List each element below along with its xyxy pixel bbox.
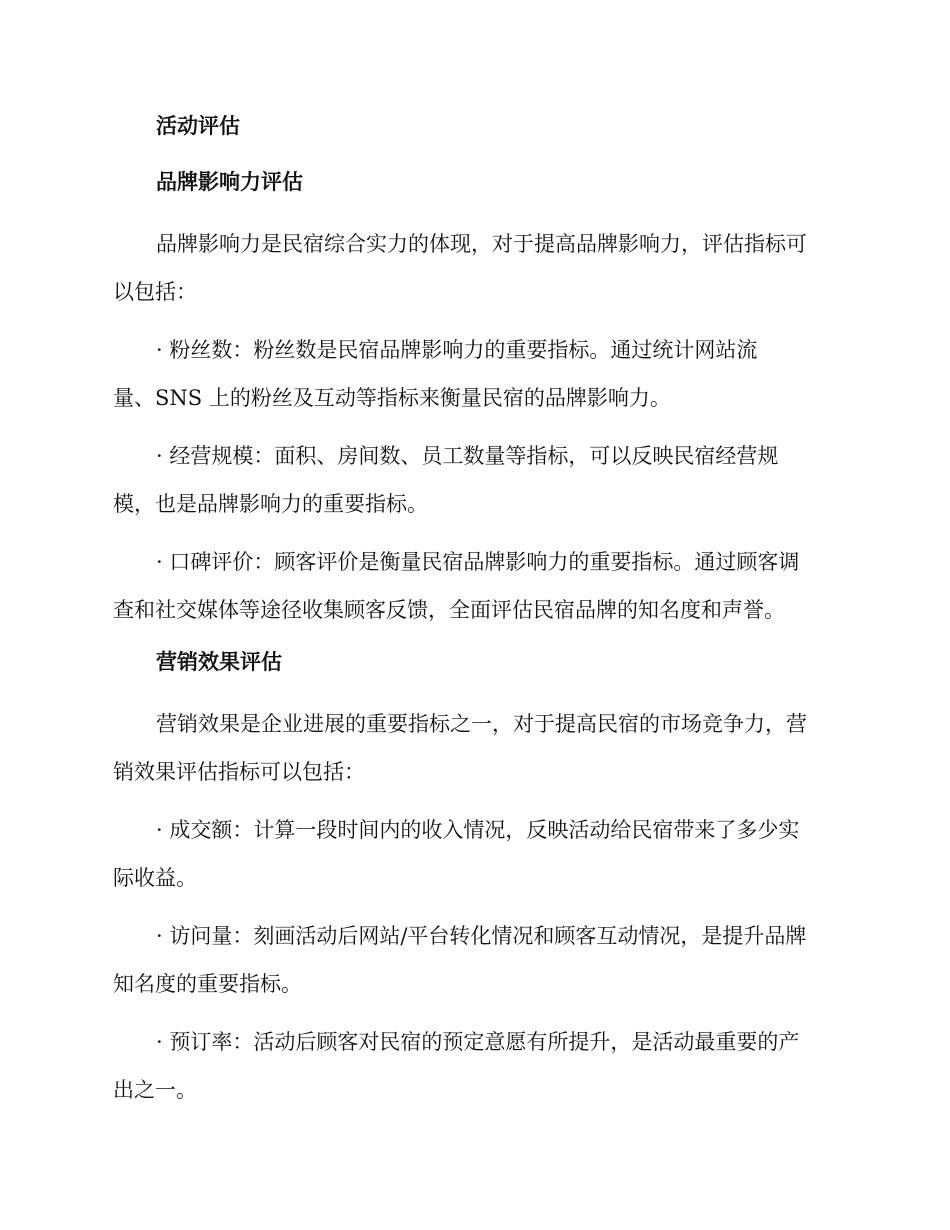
section-heading-marketing: 营销效果评估	[156, 650, 282, 674]
section-intro-brand	[113, 220, 832, 316]
section-heading-brand: 品牌影响力评估	[156, 170, 303, 194]
text-line: · 粉丝数：粉丝数是民宿品牌影响力的重要指标。通过统计网站流	[156, 338, 758, 362]
text-line: 知名度的重要指标。	[113, 972, 302, 996]
text-line: 量、SNS 上的粉丝及互动等指标来衡量民宿的品牌影响力。	[113, 386, 671, 410]
text-line: 销效果评估指标可以包括：	[113, 760, 365, 784]
text-line: 营销效果是企业进展的重要指标之一，对于提高民宿的市场竞争力，营	[156, 712, 807, 736]
list-item-booking-rate	[113, 1018, 832, 1114]
list-item-scale	[113, 432, 832, 528]
list-item-fans	[113, 326, 832, 422]
text-line: · 预订率：活动后顾客对民宿的预定意愿有所提升，是活动最重要的产	[156, 1030, 800, 1054]
document-title: 活动评估	[156, 114, 240, 138]
text-line: 以包括：	[113, 280, 197, 304]
text-line: · 访问量：刻画活动后网站/平台转化情况和顾客互动情况，是提升品牌	[156, 924, 807, 948]
text-line: 品牌影响力是民宿综合实力的体现，对于提高品牌影响力，评估指标可	[156, 232, 807, 256]
list-item-revenue	[113, 806, 832, 902]
section-intro-marketing	[113, 700, 832, 796]
text-line: 模，也是品牌影响力的重要指标。	[113, 492, 428, 516]
list-item-reputation	[113, 538, 832, 634]
text-line: · 口碑评价：顾客评价是衡量民宿品牌影响力的重要指标。通过顾客调	[156, 550, 800, 574]
text-line: · 成交额：计算一段时间内的收入情况，反映活动给民宿带来了多少实	[156, 818, 800, 842]
text-line: 际收益。	[113, 866, 197, 890]
list-item-visits	[113, 912, 832, 1008]
text-line: · 经营规模：面积、房间数、员工数量等指标，可以反映民宿经营规	[156, 444, 779, 468]
text-line: 出之一。	[113, 1078, 197, 1102]
text-line: 查和社交媒体等途径收集顾客反馈，全面评估民宿品牌的知名度和声誉。	[113, 598, 785, 622]
